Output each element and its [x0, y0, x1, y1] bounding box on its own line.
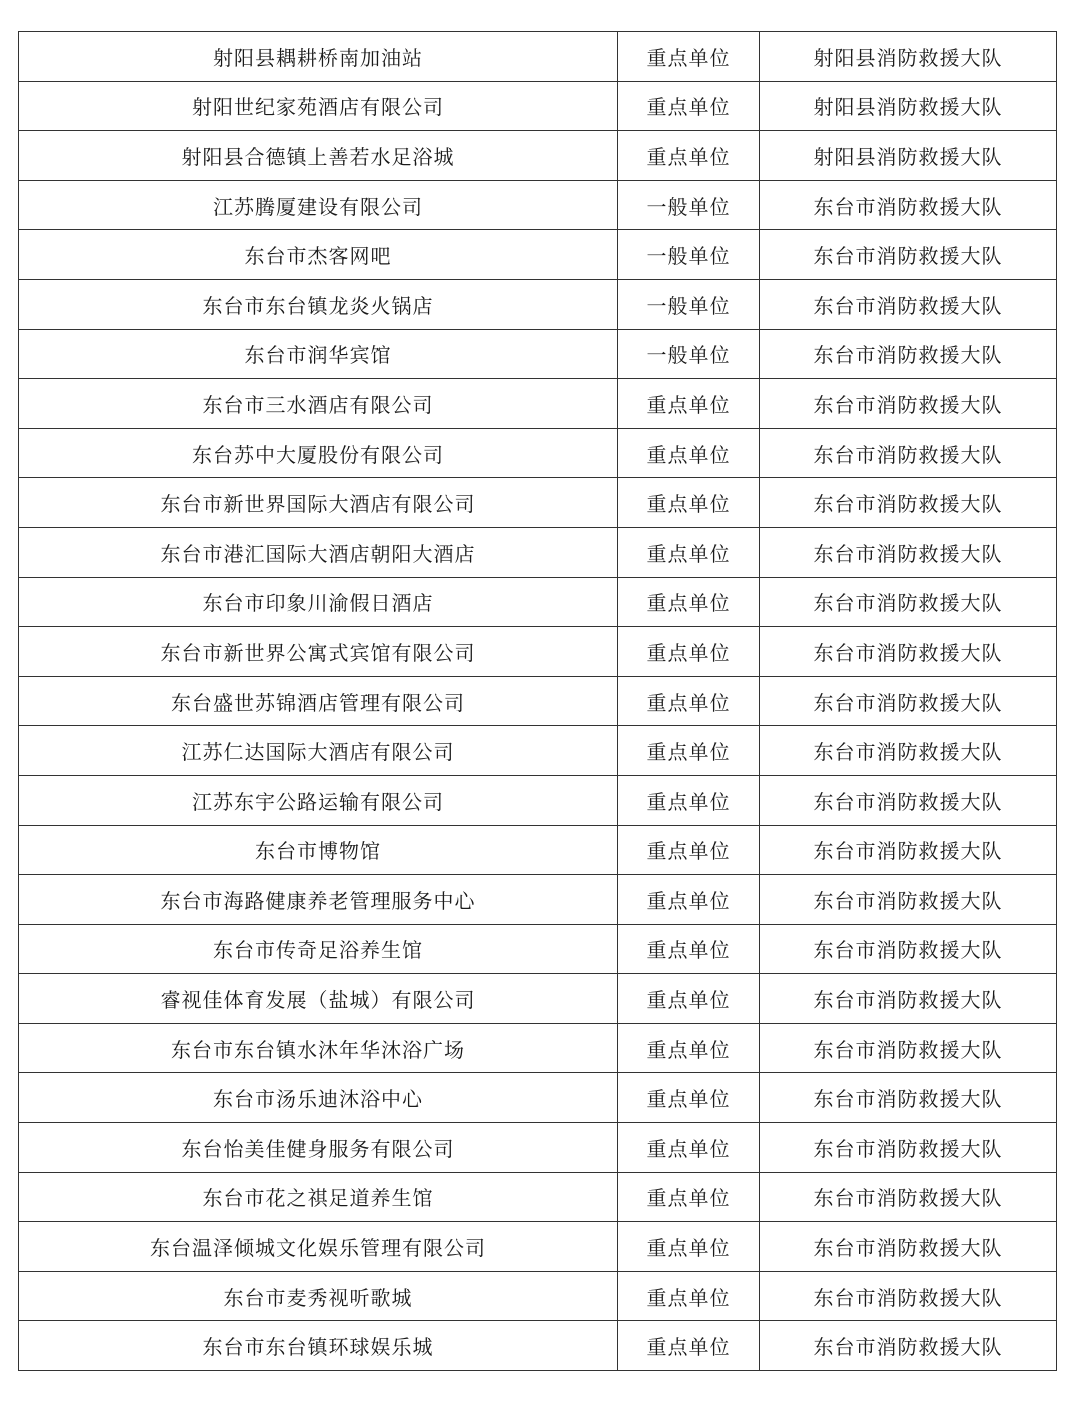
fire-brigade-cell: 东台市消防救援大队: [760, 577, 1057, 627]
fire-brigade-cell: 东台市消防救援大队: [760, 875, 1057, 925]
unit-level-cell: 重点单位: [618, 81, 760, 131]
table-row: [19, 527, 1057, 577]
table-row: [19, 974, 1057, 1024]
unit-name-cell: 东台市东台镇环球娱乐城: [19, 1321, 618, 1371]
unit-name-cell: 江苏东宇公路运输有限公司: [19, 775, 618, 825]
unit-level-cell: 重点单位: [618, 875, 760, 925]
table-row: [19, 329, 1057, 379]
unit-name-cell: 东台市杰客网吧: [19, 230, 618, 280]
unit-level-cell: 重点单位: [618, 775, 760, 825]
fire-brigade-cell: 东台市消防救援大队: [760, 825, 1057, 875]
unit-name-cell: 东台市博物馆: [19, 825, 618, 875]
fire-brigade-cell: 东台市消防救援大队: [760, 1123, 1057, 1173]
fire-brigade-cell: 东台市消防救援大队: [760, 726, 1057, 776]
table-row: [19, 81, 1057, 131]
fire-brigade-cell: 东台市消防救援大队: [760, 180, 1057, 230]
unit-level-cell: 重点单位: [618, 1172, 760, 1222]
table-row: [19, 1321, 1057, 1371]
fire-brigade-cell: 东台市消防救援大队: [760, 279, 1057, 329]
unit-level-cell: 重点单位: [618, 676, 760, 726]
unit-level-cell: 一般单位: [618, 279, 760, 329]
fire-brigade-cell: 东台市消防救援大队: [760, 230, 1057, 280]
unit-name-cell: 东台市润华宾馆: [19, 329, 618, 379]
unit-level-cell: 重点单位: [618, 478, 760, 528]
fire-brigade-cell: 东台市消防救援大队: [760, 1172, 1057, 1222]
table-row: [19, 279, 1057, 329]
unit-level-cell: 一般单位: [618, 180, 760, 230]
unit-name-cell: 东台市三水酒店有限公司: [19, 379, 618, 429]
unit-name-cell: 东台市传奇足浴养生馆: [19, 924, 618, 974]
fire-brigade-cell: 东台市消防救援大队: [760, 428, 1057, 478]
fire-brigade-cell: 东台市消防救援大队: [760, 527, 1057, 577]
table-row: [19, 230, 1057, 280]
unit-level-cell: 一般单位: [618, 329, 760, 379]
unit-name-cell: 东台市新世界国际大酒店有限公司: [19, 478, 618, 528]
unit-name-cell: 睿视佳体育发展（盐城）有限公司: [19, 974, 618, 1024]
unit-level-cell: 重点单位: [618, 974, 760, 1024]
fire-brigade-cell: 东台市消防救援大队: [760, 379, 1057, 429]
table-row: [19, 875, 1057, 925]
unit-name-cell: 东台盛世苏锦酒店管理有限公司: [19, 676, 618, 726]
fire-brigade-cell: 东台市消防救援大队: [760, 775, 1057, 825]
unit-level-cell: 重点单位: [618, 379, 760, 429]
table-row: [19, 131, 1057, 181]
fire-brigade-cell: 东台市消防救援大队: [760, 676, 1057, 726]
table-row: [19, 825, 1057, 875]
unit-name-cell: 射阳县耦耕桥南加油站: [19, 32, 618, 82]
unit-name-cell: 东台市花之祺足道养生馆: [19, 1172, 618, 1222]
table-row: [19, 775, 1057, 825]
unit-level-cell: 重点单位: [618, 527, 760, 577]
fire-brigade-cell: 东台市消防救援大队: [760, 478, 1057, 528]
unit-level-cell: 重点单位: [618, 627, 760, 677]
fire-brigade-cell: 东台市消防救援大队: [760, 1321, 1057, 1371]
unit-level-cell: 重点单位: [618, 32, 760, 82]
unit-name-cell: 东台市汤乐迪沐浴中心: [19, 1073, 618, 1123]
unit-name-cell: 江苏仁达国际大酒店有限公司: [19, 726, 618, 776]
fire-brigade-cell: 射阳县消防救援大队: [760, 32, 1057, 82]
table-row: [19, 577, 1057, 627]
fire-brigade-cell: 东台市消防救援大队: [760, 1271, 1057, 1321]
unit-name-cell: 江苏腾厦建设有限公司: [19, 180, 618, 230]
unit-level-cell: 重点单位: [618, 726, 760, 776]
table-row: [19, 478, 1057, 528]
table-row: [19, 1073, 1057, 1123]
unit-name-cell: 东台怡美佳健身服务有限公司: [19, 1123, 618, 1173]
unit-name-cell: 东台市东台镇水沐年华沐浴广场: [19, 1023, 618, 1073]
units-table-body: [19, 32, 1057, 1371]
fire-brigade-cell: 射阳县消防救援大队: [760, 81, 1057, 131]
unit-name-cell: 东台市麦秀视听歌城: [19, 1271, 618, 1321]
table-row: [19, 379, 1057, 429]
unit-level-cell: 重点单位: [618, 131, 760, 181]
unit-level-cell: 重点单位: [618, 1123, 760, 1173]
unit-level-cell: 重点单位: [618, 1222, 760, 1272]
fire-brigade-cell: 东台市消防救援大队: [760, 1222, 1057, 1272]
unit-name-cell: 东台市海路健康养老管理服务中心: [19, 875, 618, 925]
table-row: [19, 1123, 1057, 1173]
unit-name-cell: 东台市印象川渝假日酒店: [19, 577, 618, 627]
unit-name-cell: 东台市新世界公寓式宾馆有限公司: [19, 627, 618, 677]
table-row: [19, 627, 1057, 677]
fire-brigade-cell: 东台市消防救援大队: [760, 627, 1057, 677]
table-row: [19, 1271, 1057, 1321]
table-row: [19, 32, 1057, 82]
table-row: [19, 428, 1057, 478]
unit-level-cell: 重点单位: [618, 1321, 760, 1371]
unit-level-cell: 重点单位: [618, 1023, 760, 1073]
unit-name-cell: 东台市港汇国际大酒店朝阳大酒店: [19, 527, 618, 577]
unit-level-cell: 一般单位: [618, 230, 760, 280]
table-row: [19, 180, 1057, 230]
fire-brigade-cell: 东台市消防救援大队: [760, 974, 1057, 1024]
unit-level-cell: 重点单位: [618, 577, 760, 627]
unit-level-cell: 重点单位: [618, 428, 760, 478]
fire-brigade-cell: 东台市消防救援大队: [760, 924, 1057, 974]
fire-brigade-cell: 东台市消防救援大队: [760, 1073, 1057, 1123]
unit-level-cell: 重点单位: [618, 924, 760, 974]
unit-level-cell: 重点单位: [618, 825, 760, 875]
unit-level-cell: 重点单位: [618, 1271, 760, 1321]
unit-name-cell: 东台市东台镇龙炎火锅店: [19, 279, 618, 329]
fire-brigade-cell: 射阳县消防救援大队: [760, 131, 1057, 181]
unit-name-cell: 射阳世纪家苑酒店有限公司: [19, 81, 618, 131]
table-row: [19, 1222, 1057, 1272]
fire-brigade-cell: 东台市消防救援大队: [760, 329, 1057, 379]
table-row: [19, 676, 1057, 726]
table-row: [19, 1023, 1057, 1073]
unit-name-cell: 东台苏中大厦股份有限公司: [19, 428, 618, 478]
fire-brigade-cell: 东台市消防救援大队: [760, 1023, 1057, 1073]
table-row: [19, 1172, 1057, 1222]
unit-name-cell: 射阳县合德镇上善若水足浴城: [19, 131, 618, 181]
table-row: [19, 726, 1057, 776]
unit-name-cell: 东台温泽倾城文化娱乐管理有限公司: [19, 1222, 618, 1272]
table-row: [19, 924, 1057, 974]
units-table: [18, 31, 1057, 1371]
unit-level-cell: 重点单位: [618, 1073, 760, 1123]
